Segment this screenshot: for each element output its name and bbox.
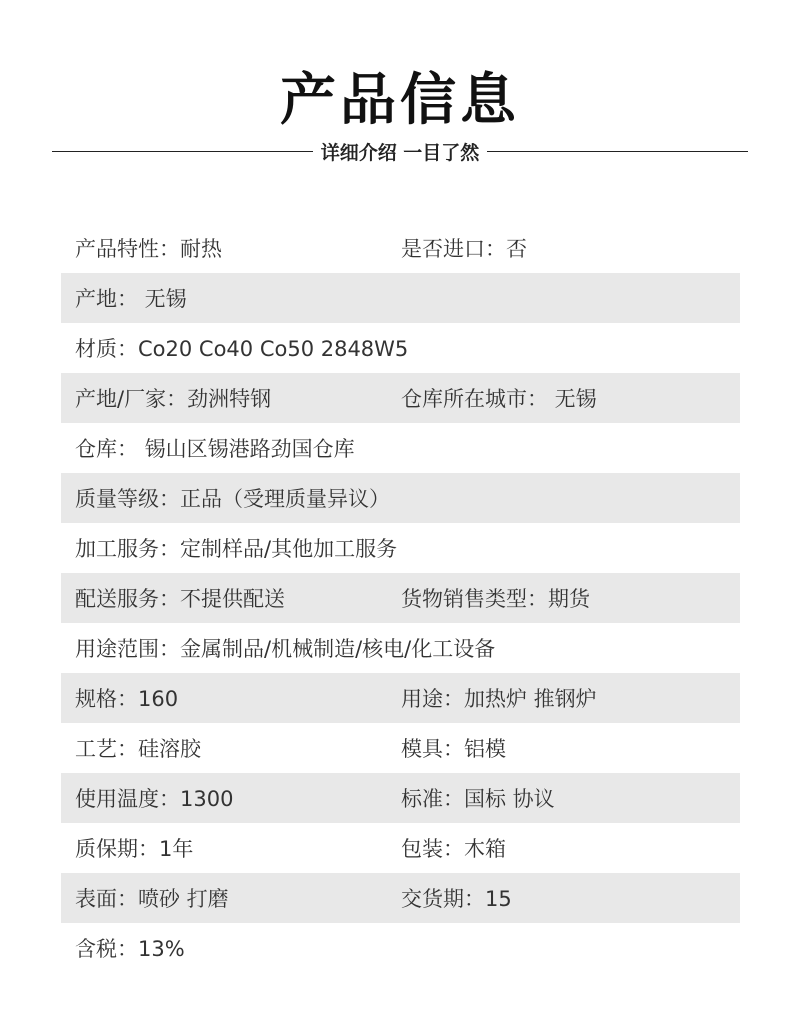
- spec-row: [61, 323, 740, 373]
- spec-sales-type: 货物销售类型：期货: [401, 587, 590, 611]
- divider-line-left: [52, 151, 313, 152]
- spec-row: [61, 673, 740, 723]
- spec-packaging: 包装：木箱: [401, 837, 506, 861]
- spec-application-scope: 用途范围：金属制品/机械制造/核电/化工设备: [75, 637, 496, 661]
- spec-origin: 产地： 无锡: [75, 287, 187, 311]
- page-title: 产品信息: [280, 68, 520, 133]
- spec-row: [61, 523, 740, 573]
- spec-row: [61, 473, 740, 523]
- spec-row: [61, 373, 740, 423]
- spec-row: [61, 823, 740, 873]
- spec-feature: 产品特性：耐热: [75, 237, 222, 261]
- spec-tax: 含税：13%: [75, 937, 185, 961]
- spec-surface: 表面：喷砂 打磨: [75, 887, 229, 911]
- divider-line-right: [487, 151, 748, 152]
- spec-warranty: 质保期：1年: [75, 837, 194, 861]
- spec-row: [61, 873, 740, 923]
- spec-row: [61, 423, 740, 473]
- spec-delivery-service: 配送服务：不提供配送: [75, 587, 285, 611]
- spec-size: 规格：160: [75, 687, 179, 711]
- spec-row: [61, 223, 740, 273]
- spec-mold: 模具：铝模: [401, 737, 506, 761]
- spec-quality-grade: 质量等级：正品（受理质量异议）: [75, 487, 390, 511]
- page-subtitle: 详细介绍 一目了然: [320, 141, 480, 164]
- spec-standard: 标准：国标 协议: [401, 787, 555, 811]
- spec-temperature: 使用温度：1300: [75, 787, 234, 811]
- spec-lead-time: 交货期：15: [401, 887, 512, 911]
- spec-warehouse: 仓库： 锡山区锡港路劲国仓库: [75, 437, 355, 461]
- subtitle-divider: [52, 137, 748, 165]
- spec-usage: 用途：加热炉 推钢炉: [401, 687, 597, 711]
- spec-row: [61, 773, 740, 823]
- spec-material: 材质：Co20 Co40 Co50 2848W5: [75, 337, 409, 361]
- spec-process: 工艺：硅溶胶: [75, 737, 201, 761]
- spec-row: [61, 623, 740, 673]
- spec-manufacturer: 产地/厂家：劲洲特钢: [75, 387, 272, 411]
- spec-row: [61, 273, 740, 323]
- spec-processing-service: 加工服务：定制样品/其他加工服务: [75, 537, 398, 561]
- spec-row: [61, 723, 740, 773]
- spec-row: [61, 923, 740, 973]
- spec-table: [61, 223, 740, 973]
- spec-row: [61, 573, 740, 623]
- spec-imported: 是否进口：否: [401, 237, 527, 261]
- spec-warehouse-city: 仓库所在城市： 无锡: [401, 387, 597, 411]
